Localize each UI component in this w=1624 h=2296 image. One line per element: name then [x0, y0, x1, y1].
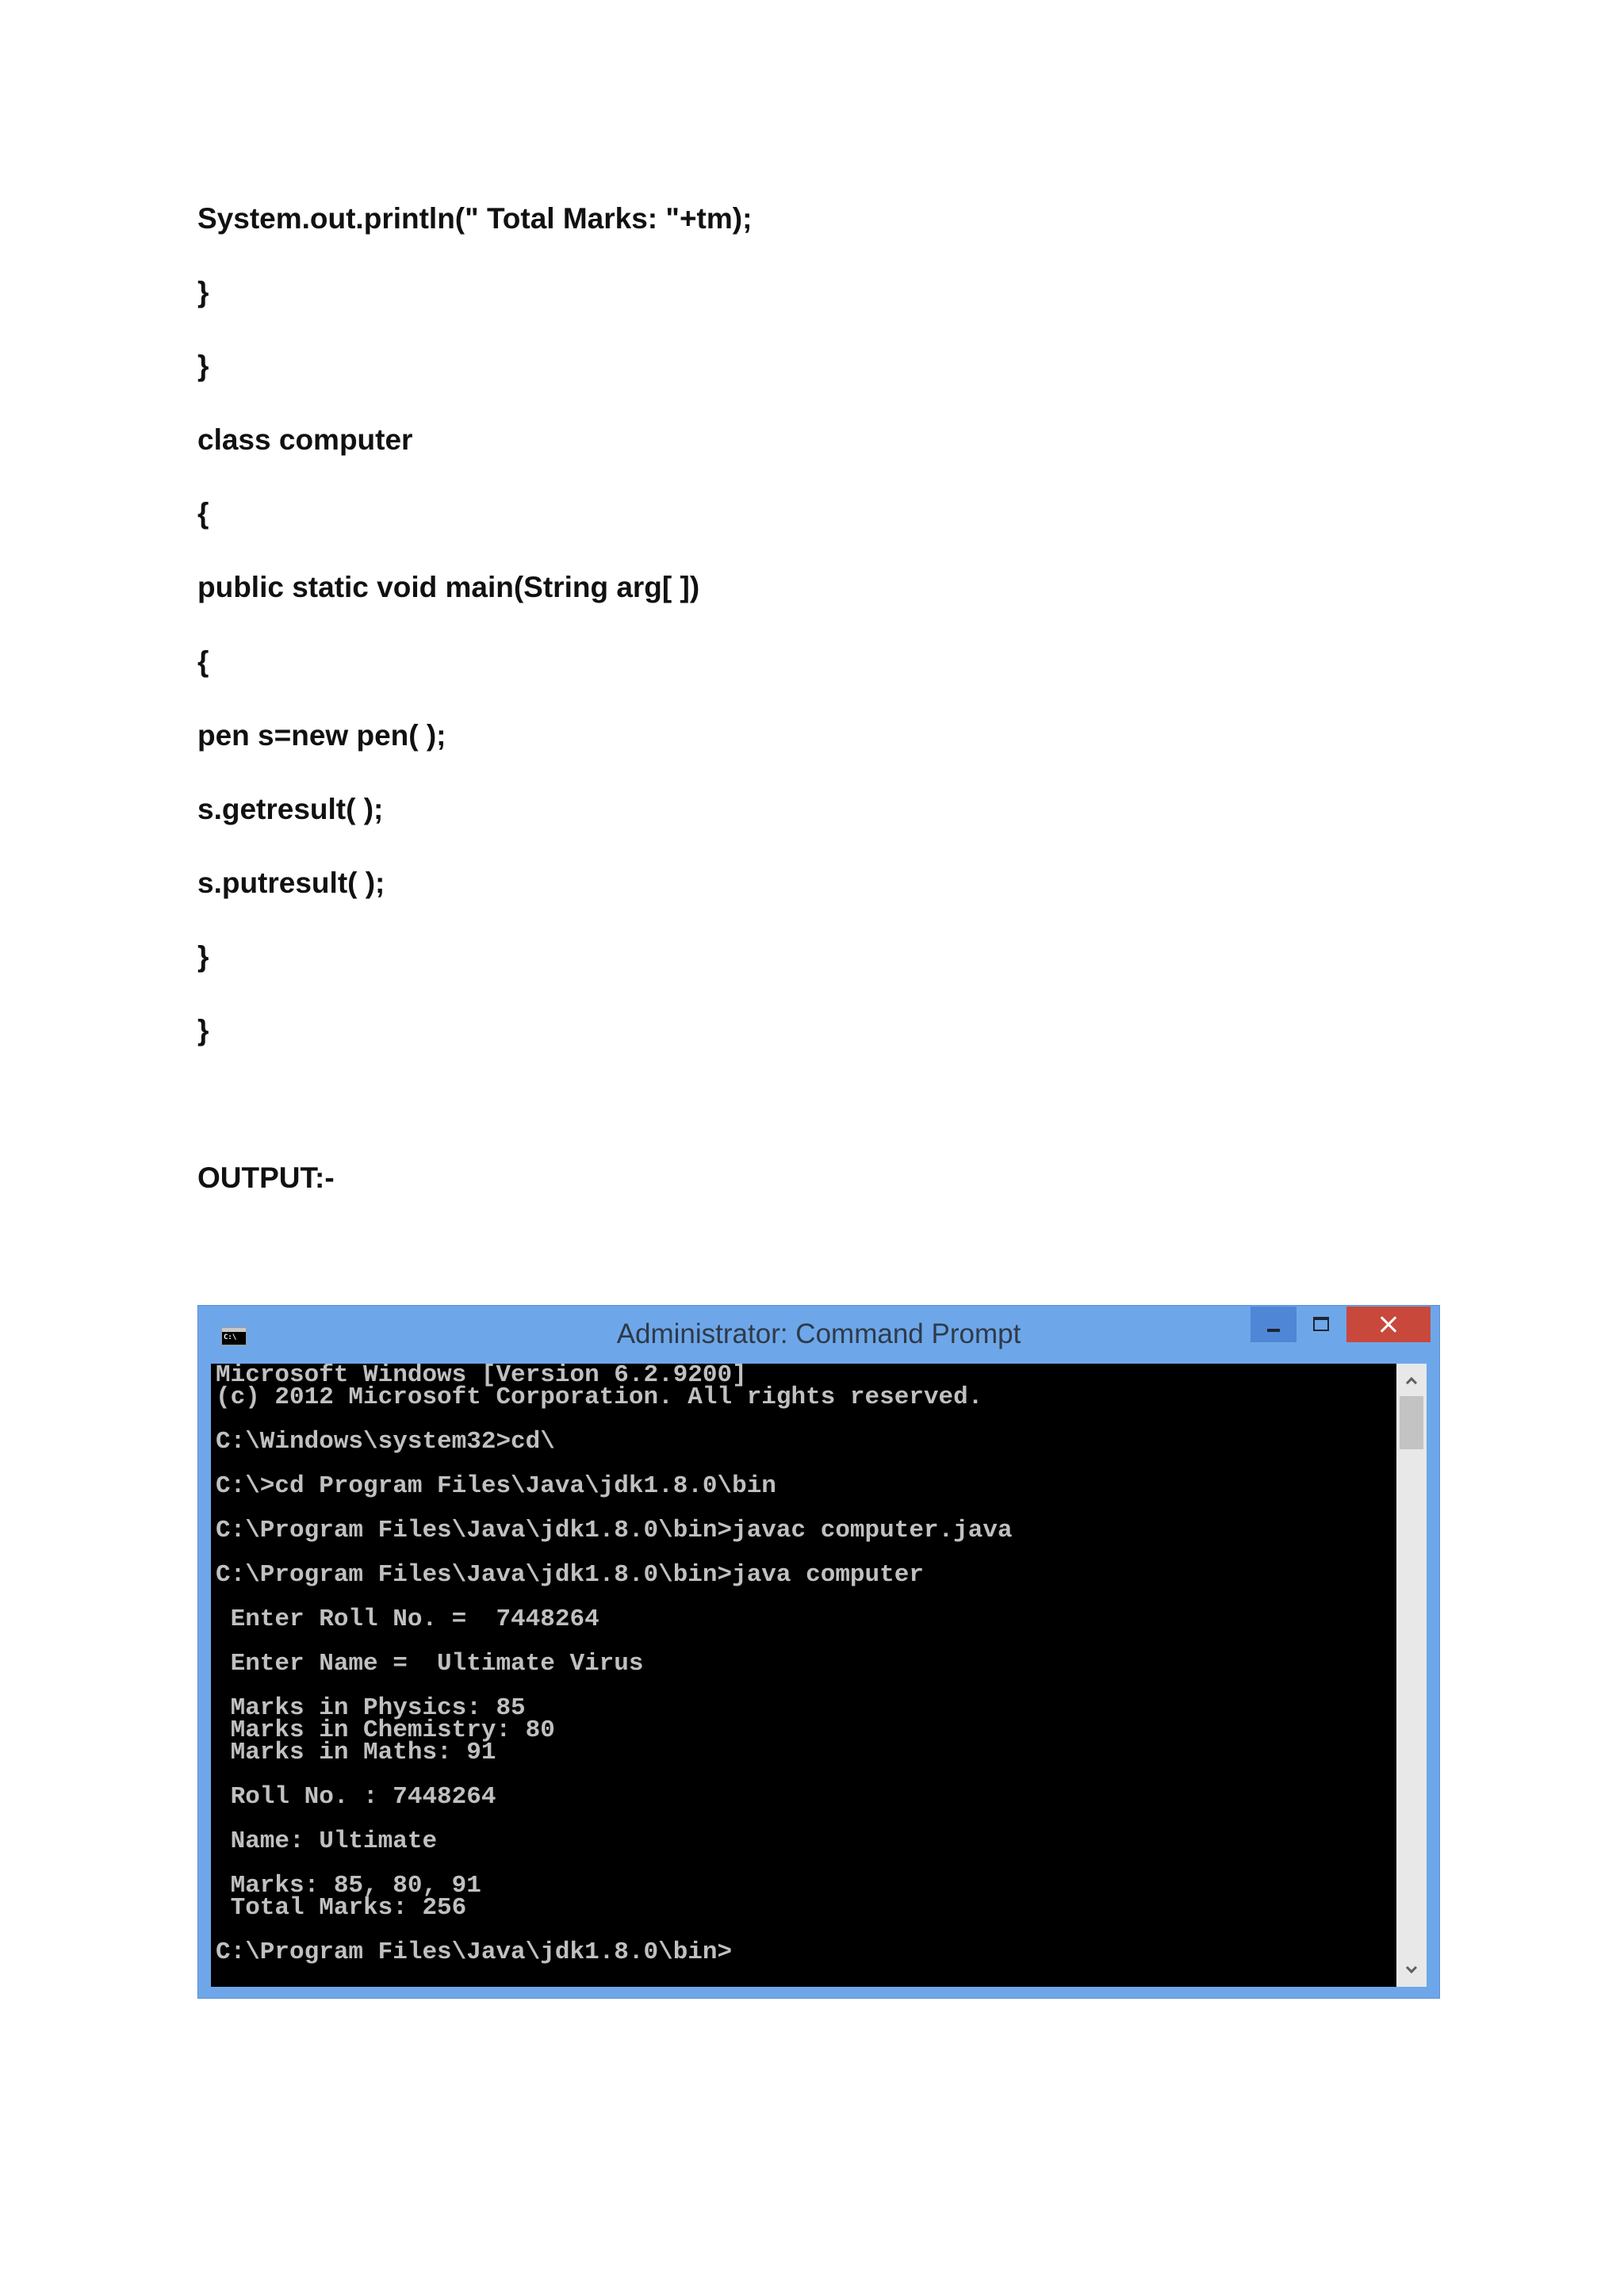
- close-icon: [1379, 1314, 1398, 1334]
- close-button[interactable]: [1346, 1307, 1431, 1342]
- code-line: pen s=new pen( );: [197, 718, 446, 752]
- command-prompt-window: [197, 1305, 1440, 1999]
- console-line: C:\Program Files\Java\jdk1.8.0\bin>javac computer.java: [216, 1517, 1013, 1544]
- console-line: C:\Windows\system32>cd\: [216, 1428, 555, 1456]
- console-line: Marks in Maths: 91: [216, 1739, 496, 1766]
- maximize-button[interactable]: [1299, 1307, 1343, 1342]
- code-line: }: [197, 276, 209, 309]
- console-line: Enter Name = Ultimate Virus: [216, 1650, 644, 1678]
- code-line: }: [197, 939, 209, 973]
- console-line: Enter Roll No. = 7448264: [216, 1605, 599, 1633]
- icon-lettering: C:\: [224, 1334, 237, 1341]
- console-line: Total Marks: 256: [216, 1894, 467, 1922]
- scroll-down-button[interactable]: [1396, 1954, 1427, 1984]
- chevron-up-icon: [1406, 1377, 1417, 1388]
- console-line: Name: Ultimate: [216, 1827, 438, 1855]
- minimize-button[interactable]: [1251, 1307, 1297, 1342]
- code-line: {: [197, 497, 209, 530]
- console-line: Microsoft Windows [Version 6.2.9200]: [216, 1364, 747, 1389]
- chevron-down-icon: [1406, 1962, 1417, 1973]
- code-line: s.putresult( );: [197, 866, 385, 899]
- console-line: C:\Program Files\Java\jdk1.8.0\bin>java computer: [216, 1561, 924, 1589]
- scrollbar-thumb[interactable]: [1400, 1396, 1423, 1449]
- code-line: {: [197, 645, 209, 678]
- maximize-icon: [1313, 1317, 1329, 1331]
- console-line: Marks in Chemistry: 80: [216, 1716, 555, 1744]
- console-line: Marks in Physics: 85: [216, 1694, 526, 1722]
- console-line: Marks: 85, 80, 91: [216, 1872, 481, 1900]
- console-line: C:\Program Files\Java\jdk1.8.0\bin>: [216, 1938, 733, 1966]
- code-line: s.getresult( );: [197, 792, 384, 825]
- code-line: }: [197, 1014, 209, 1047]
- code-listing: [197, 182, 1466, 1067]
- code-line: System.out.println(" Total Marks: "+tm);: [197, 202, 753, 235]
- code-line: }: [197, 350, 209, 383]
- scroll-up-button[interactable]: [1396, 1364, 1427, 1394]
- console-line: (c) 2012 Microsoft Corporation. All rights reserved.: [216, 1383, 983, 1411]
- output-heading: OUTPUT:-: [197, 1161, 335, 1195]
- console-line: C:\>cd Program Files\Java\jdk1.8.0\bin: [216, 1472, 776, 1500]
- console-line: Roll No. : 7448264: [216, 1783, 496, 1811]
- vertical-scrollbar[interactable]: [1396, 1364, 1427, 1987]
- console-output[interactable]: [211, 1364, 1396, 1987]
- code-line: class computer: [197, 423, 413, 457]
- minimize-icon: [1267, 1329, 1280, 1332]
- window-title: Administrator: Command Prompt: [616, 1318, 1021, 1349]
- code-line: public static void main(String arg[ ]): [197, 571, 700, 604]
